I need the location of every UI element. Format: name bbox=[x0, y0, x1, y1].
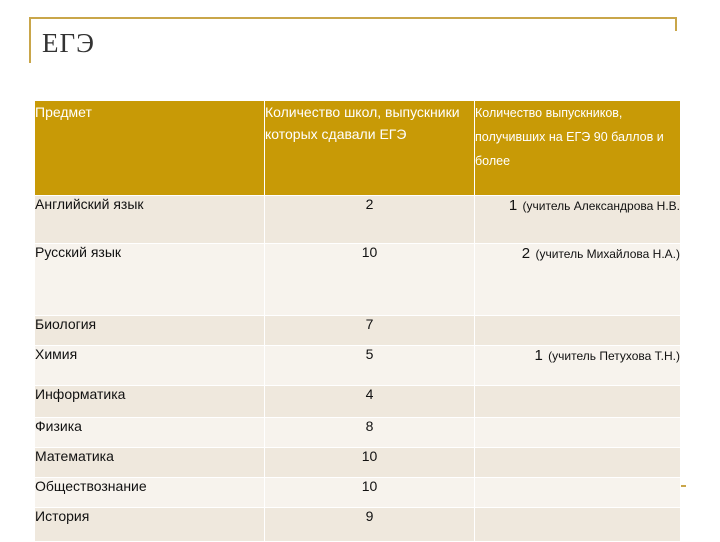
graduates-cell bbox=[475, 418, 681, 448]
graduates-cell bbox=[475, 508, 681, 542]
subject-cell: Обществознание bbox=[35, 478, 265, 508]
table-row bbox=[35, 386, 681, 418]
schools-cell: 10 bbox=[265, 244, 475, 316]
subject-cell: Русский язык bbox=[35, 244, 265, 316]
graduates-note: (учитель Александрова Н.В. bbox=[522, 199, 680, 213]
schools-cell: 2 bbox=[265, 196, 475, 244]
graduates-cell bbox=[475, 386, 681, 418]
schools-cell: 10 bbox=[265, 448, 475, 478]
table-row bbox=[35, 346, 681, 386]
schools-cell: 7 bbox=[265, 316, 475, 346]
graduates-count: 1 bbox=[508, 197, 518, 214]
header-subject: Предмет bbox=[35, 101, 265, 196]
schools-cell: 8 bbox=[265, 418, 475, 448]
graduates-note: (учитель Петухова Т.Н.) bbox=[548, 349, 680, 363]
subject-cell: Английский язык bbox=[35, 196, 265, 244]
subject-cell: Физика bbox=[35, 418, 265, 448]
frame-right-line bbox=[675, 17, 677, 31]
graduates-cell bbox=[475, 196, 681, 244]
graduates-note: (учитель Михайлова Н.А.) bbox=[535, 247, 680, 261]
subject-cell: Информатика bbox=[35, 386, 265, 418]
table-row bbox=[35, 418, 681, 448]
graduates-cell bbox=[475, 244, 681, 316]
table-row bbox=[35, 448, 681, 478]
subject-cell: Химия bbox=[35, 346, 265, 386]
subject-cell: Биология bbox=[35, 316, 265, 346]
header-graduates: Количество выпускников, получивших на ЕГЭ 90 баллов и более bbox=[475, 101, 681, 196]
frame-left-line bbox=[29, 17, 31, 63]
table-row bbox=[35, 478, 681, 508]
graduates-cell bbox=[475, 478, 681, 508]
subject-cell: История bbox=[35, 508, 265, 542]
graduates-count: 1 bbox=[534, 347, 543, 364]
results-table bbox=[34, 100, 681, 542]
subject-cell: Математика bbox=[35, 448, 265, 478]
graduates-cell bbox=[475, 346, 681, 386]
schools-cell: 4 bbox=[265, 386, 475, 418]
table-row bbox=[35, 508, 681, 542]
schools-cell: 9 bbox=[265, 508, 475, 542]
header-schools: Количество школ, выпускники которых сдавали ЕГЭ bbox=[265, 101, 475, 196]
page-title: ЕГЭ bbox=[42, 28, 95, 58]
table-header-row bbox=[35, 101, 681, 196]
schools-cell: 10 bbox=[265, 478, 475, 508]
table-row bbox=[35, 244, 681, 316]
graduates-count: 2 bbox=[521, 245, 531, 262]
table-row bbox=[35, 316, 681, 346]
schools-cell: 5 bbox=[265, 346, 475, 386]
graduates-cell bbox=[475, 448, 681, 478]
table-row bbox=[35, 196, 681, 244]
frame-top-line bbox=[29, 17, 677, 19]
graduates-cell bbox=[475, 316, 681, 346]
